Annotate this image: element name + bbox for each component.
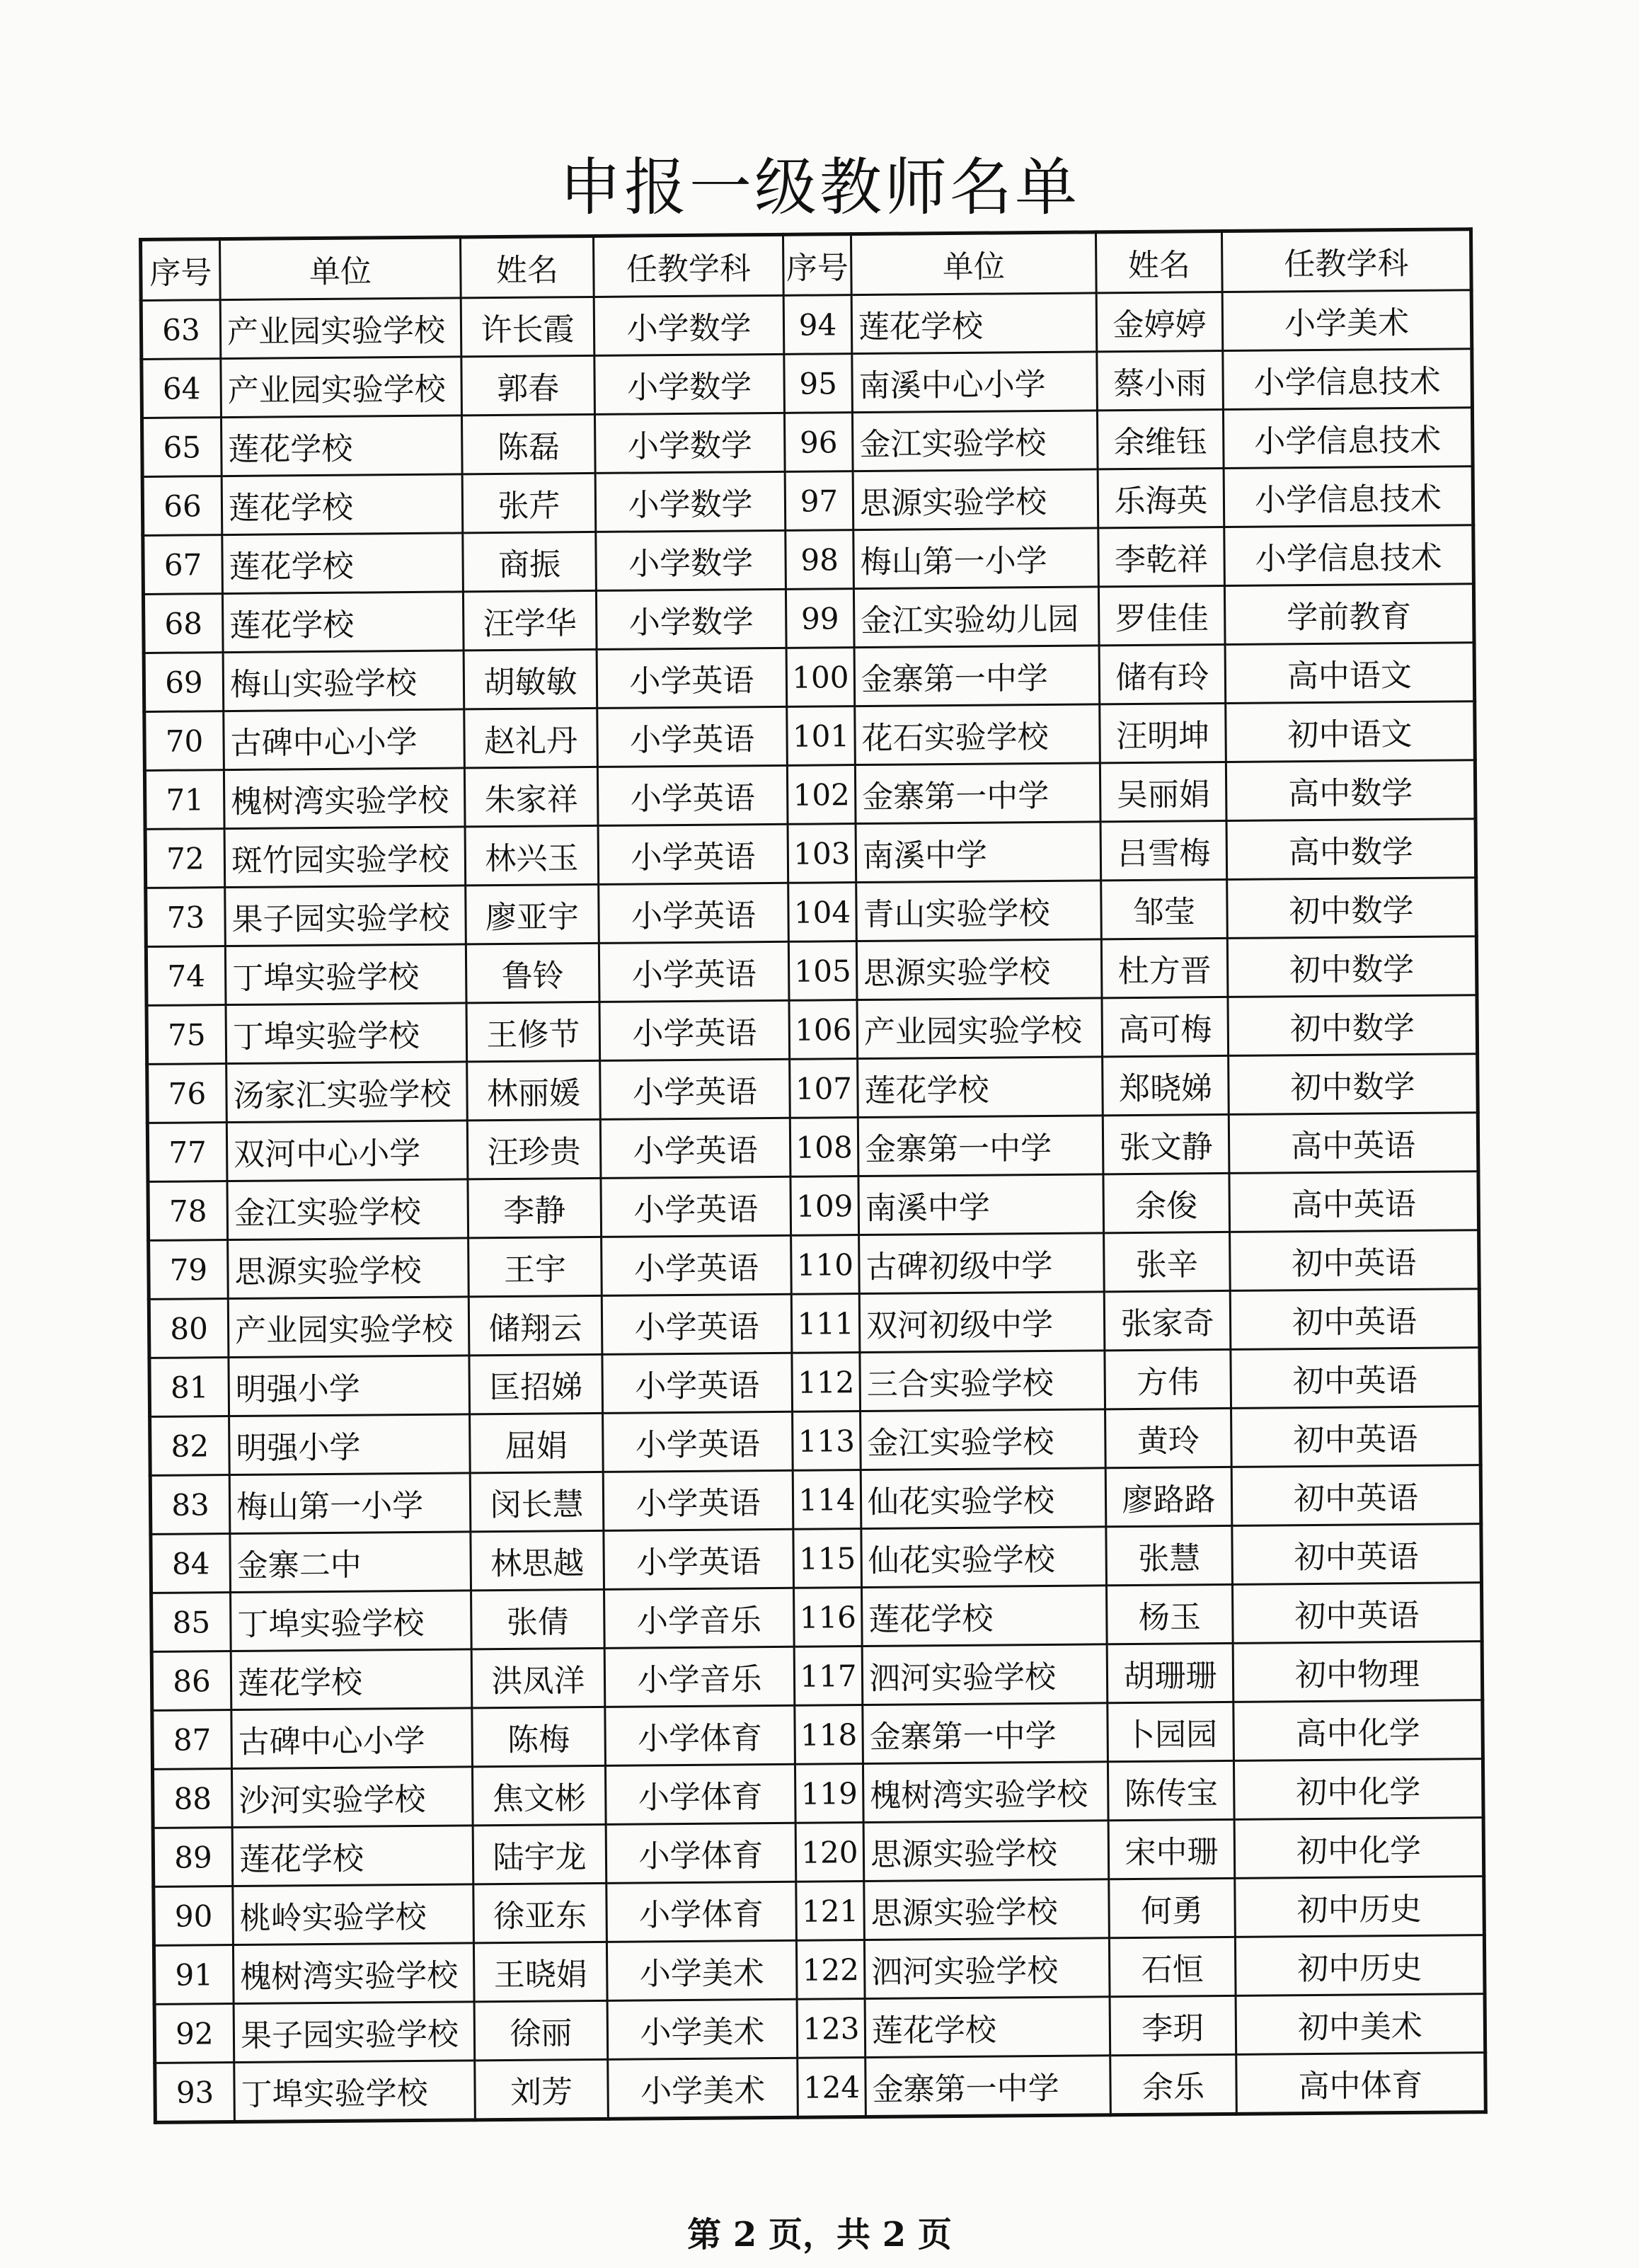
seq-cell: 97 — [785, 471, 853, 531]
unit-cell: 思源实验学校 — [856, 939, 1102, 1000]
table-row — [142, 408, 1473, 477]
unit-cell: 梅山第一小学 — [229, 1473, 471, 1534]
unit-cell: 槐树湾实验学校 — [233, 1943, 474, 2004]
name-cell: 黄玲 — [1105, 1408, 1232, 1467]
table-row — [149, 1230, 1480, 1300]
seq-cell: 107 — [790, 1059, 858, 1118]
name-cell: 廖路路 — [1105, 1467, 1232, 1526]
unit-cell: 莲花学校 — [858, 1057, 1103, 1118]
table-row — [144, 701, 1476, 771]
name-cell: 张芹 — [462, 473, 596, 532]
name-cell: 郑晓娣 — [1103, 1055, 1229, 1115]
name-cell: 卜园园 — [1108, 1702, 1234, 1761]
seq-cell: 64 — [142, 359, 222, 418]
unit-cell: 古碑中心小学 — [231, 1708, 473, 1769]
unit-cell: 产业园实验学校 — [221, 357, 462, 418]
unit-cell: 双河中心小学 — [226, 1121, 468, 1181]
seq-cell: 74 — [146, 946, 226, 1006]
seq-cell: 95 — [784, 354, 853, 413]
unit-cell: 金寨第一中学 — [865, 2056, 1111, 2117]
unit-cell: 槐树湾实验学校 — [224, 768, 465, 829]
unit-cell: 莲花学校 — [222, 533, 464, 594]
name-cell: 蔡小雨 — [1097, 350, 1224, 410]
name-cell: 林思越 — [471, 1530, 604, 1590]
subject-cell: 小学数学 — [596, 589, 786, 649]
subject-cell: 小学信息技术 — [1224, 466, 1473, 527]
seq-cell: 118 — [795, 1705, 863, 1765]
subject-cell: 小学体育 — [606, 1882, 797, 1942]
name-cell: 林丽媛 — [467, 1060, 601, 1120]
seq-cell: 86 — [151, 1651, 231, 1711]
name-cell: 林兴玉 — [465, 825, 599, 885]
unit-cell: 双河初级中学 — [859, 1292, 1105, 1353]
seq-cell: 85 — [151, 1593, 231, 1652]
subject-cell: 初中历史 — [1235, 1877, 1485, 1937]
subject-cell: 初中数学 — [1228, 995, 1478, 1056]
unit-cell: 产业园实验学校 — [220, 298, 461, 359]
subject-cell: 小学美术 — [606, 1940, 797, 2000]
seq-cell: 98 — [786, 530, 854, 590]
unit-cell: 金寨二中 — [230, 1532, 471, 1593]
unit-cell: 斑竹园实验学校 — [224, 827, 466, 888]
name-cell: 杜方晋 — [1101, 938, 1228, 997]
subject-cell: 高中化学 — [1233, 1700, 1483, 1761]
unit-cell: 丁埠实验学校 — [231, 1591, 472, 1651]
seq-cell: 65 — [142, 418, 222, 477]
column-header: 姓名 — [461, 236, 594, 297]
seq-cell: 96 — [784, 413, 853, 472]
name-cell: 胡敏敏 — [464, 649, 597, 709]
subject-cell: 小学英语 — [602, 1235, 792, 1295]
name-cell: 焦文彬 — [472, 1765, 606, 1825]
unit-cell: 古碑中心小学 — [224, 709, 465, 770]
unit-cell: 桃岭实验学校 — [233, 1884, 474, 1945]
table-row — [142, 349, 1473, 418]
subject-cell: 小学英语 — [600, 1059, 790, 1119]
table-row — [149, 1348, 1480, 1417]
subject-cell: 小学英语 — [603, 1411, 793, 1472]
unit-cell: 南溪中心小学 — [852, 352, 1098, 413]
seq-cell: 87 — [152, 1710, 232, 1770]
table-row — [143, 525, 1474, 595]
subject-cell: 小学英语 — [601, 1176, 791, 1237]
unit-cell: 泗河实验学校 — [864, 1938, 1110, 1999]
column-header: 任教学科 — [593, 234, 783, 297]
seq-cell: 119 — [795, 1764, 863, 1823]
table-row — [148, 1172, 1479, 1241]
subject-cell: 小学美术 — [1222, 290, 1472, 351]
name-cell: 石恒 — [1109, 1937, 1236, 1996]
name-cell: 汪明坤 — [1100, 703, 1226, 762]
seq-cell: 66 — [142, 476, 222, 536]
unit-cell: 思源实验学校 — [228, 1238, 469, 1299]
subject-cell: 小学英语 — [602, 1294, 792, 1354]
seq-cell: 72 — [145, 829, 225, 888]
unit-cell: 金江实验幼儿园 — [853, 587, 1099, 648]
seq-cell: 113 — [793, 1411, 861, 1471]
unit-cell: 丁埠实验学校 — [225, 944, 466, 1005]
name-cell: 储翔云 — [468, 1295, 602, 1355]
seq-cell: 101 — [787, 706, 856, 766]
table-row — [151, 1583, 1483, 1652]
name-cell: 张辛 — [1104, 1232, 1231, 1291]
unit-cell: 莲花学校 — [851, 293, 1097, 354]
table-row — [150, 1407, 1481, 1476]
seq-cell: 78 — [148, 1181, 228, 1241]
name-cell: 张倩 — [471, 1589, 605, 1649]
seq-cell: 116 — [794, 1588, 863, 1647]
teacher-table — [139, 227, 1488, 2124]
name-cell: 罗佳佳 — [1098, 585, 1225, 645]
subject-cell: 小学体育 — [605, 1764, 795, 1824]
column-header: 单位 — [851, 232, 1096, 295]
name-cell: 朱家祥 — [464, 767, 598, 826]
unit-cell: 产业园实验学校 — [228, 1297, 469, 1358]
subject-cell: 小学数学 — [596, 530, 786, 590]
subject-cell: 初中英语 — [1232, 1583, 1482, 1644]
seq-cell: 112 — [792, 1353, 861, 1412]
name-cell: 陈磊 — [461, 414, 595, 474]
name-cell: 方伟 — [1105, 1349, 1231, 1409]
subject-cell: 初中物理 — [1233, 1642, 1483, 1702]
unit-cell: 梅山实验学校 — [223, 651, 464, 711]
unit-cell: 莲花学校 — [222, 592, 464, 653]
name-cell: 许长霞 — [461, 297, 594, 356]
name-cell: 杨玉 — [1106, 1584, 1233, 1644]
column-header: 任教学科 — [1221, 229, 1471, 292]
name-cell: 李玥 — [1110, 1995, 1236, 2055]
subject-cell: 初中数学 — [1229, 1054, 1478, 1115]
subject-cell: 小学数学 — [594, 354, 785, 414]
seq-cell: 83 — [150, 1475, 230, 1535]
seq-cell: 82 — [150, 1416, 230, 1476]
unit-cell: 丁埠实验学校 — [234, 2061, 476, 2122]
unit-cell: 丁埠实验学校 — [226, 1003, 467, 1064]
table-row — [146, 878, 1477, 947]
unit-cell: 果子园实验学校 — [234, 2002, 475, 2063]
name-cell: 廖亚宇 — [466, 884, 599, 944]
subject-cell: 小学英语 — [599, 1000, 790, 1060]
seq-cell: 93 — [155, 2063, 235, 2123]
name-cell: 洪凤洋 — [471, 1648, 605, 1707]
unit-cell: 莲花学校 — [862, 1586, 1108, 1646]
table-body — [141, 290, 1485, 2123]
unit-cell: 莲花学校 — [221, 416, 462, 476]
table-row — [154, 1935, 1485, 2005]
subject-cell: 小学体育 — [606, 1823, 796, 1883]
seq-cell: 67 — [143, 535, 223, 595]
column-header: 姓名 — [1095, 231, 1222, 292]
name-cell: 闵长慧 — [470, 1472, 604, 1531]
name-cell: 屈娟 — [470, 1413, 604, 1472]
unit-cell: 汤家汇实验学校 — [226, 1062, 468, 1123]
unit-cell: 金寨第一中学 — [855, 763, 1100, 824]
name-cell: 李乾祥 — [1098, 527, 1225, 586]
name-cell: 郭春 — [461, 355, 595, 415]
seq-cell: 63 — [141, 300, 221, 360]
seq-cell: 109 — [790, 1176, 859, 1236]
subject-cell: 初中化学 — [1233, 1759, 1483, 1820]
table-row — [154, 1877, 1485, 1946]
seq-cell: 75 — [146, 1005, 226, 1065]
seq-cell: 81 — [149, 1358, 229, 1417]
seq-cell: 68 — [143, 594, 223, 653]
column-header: 序号 — [783, 234, 851, 296]
table-row — [141, 290, 1472, 360]
seq-cell: 114 — [793, 1470, 861, 1530]
seq-cell: 124 — [798, 2058, 866, 2118]
unit-cell: 槐树湾实验学校 — [863, 1762, 1108, 1823]
unit-cell: 仙花实验学校 — [861, 1468, 1106, 1529]
name-cell: 张慧 — [1106, 1525, 1233, 1585]
seq-cell: 108 — [790, 1118, 858, 1177]
name-cell: 储有玲 — [1099, 644, 1226, 704]
subject-cell: 小学体育 — [605, 1705, 795, 1765]
unit-cell: 思源实验学校 — [864, 1879, 1110, 1940]
subject-cell: 初中英语 — [1232, 1524, 1482, 1585]
subject-cell: 小学信息技术 — [1223, 349, 1473, 410]
seq-cell: 100 — [786, 648, 855, 707]
unit-cell: 明强小学 — [229, 1414, 471, 1475]
unit-cell: 梅山第一小学 — [853, 528, 1099, 589]
unit-cell: 思源实验学校 — [863, 1821, 1109, 1882]
unit-cell: 莲花学校 — [865, 1997, 1110, 2058]
seq-cell: 77 — [147, 1123, 227, 1182]
table-row — [142, 466, 1473, 536]
subject-cell: 小学英语 — [597, 648, 787, 708]
unit-cell: 莲花学校 — [222, 474, 463, 535]
seq-cell: 99 — [786, 589, 854, 648]
subject-cell: 初中化学 — [1234, 1818, 1484, 1879]
name-cell: 陈梅 — [472, 1707, 606, 1766]
seq-cell: 89 — [153, 1828, 233, 1887]
unit-cell: 金江实验学校 — [852, 411, 1098, 471]
subject-cell: 高中数学 — [1226, 819, 1476, 880]
subject-cell: 小学音乐 — [604, 1646, 795, 1707]
name-cell: 余维钰 — [1097, 409, 1224, 469]
name-cell: 徐丽 — [474, 2000, 608, 2060]
unit-cell: 三合实验学校 — [860, 1351, 1105, 1411]
unit-cell: 南溪中学 — [858, 1174, 1104, 1235]
unit-cell: 明强小学 — [229, 1356, 470, 1416]
seq-cell: 104 — [788, 883, 857, 942]
name-cell: 王宇 — [468, 1237, 602, 1296]
seq-cell: 111 — [791, 1294, 860, 1353]
subject-cell: 小学英语 — [598, 824, 788, 884]
unit-cell: 产业园实验学校 — [857, 998, 1103, 1059]
name-cell: 张文静 — [1103, 1114, 1229, 1174]
name-cell: 赵礼丹 — [464, 708, 598, 767]
subject-cell: 初中英语 — [1231, 1465, 1481, 1526]
subject-cell: 初中语文 — [1226, 701, 1476, 762]
unit-cell: 仙花实验学校 — [861, 1527, 1107, 1588]
table-row — [154, 1994, 1485, 2063]
name-cell: 徐亚东 — [473, 1883, 607, 1942]
subject-cell: 初中美术 — [1236, 1994, 1485, 2055]
table-row — [151, 1524, 1482, 1593]
subject-cell: 小学英语 — [599, 941, 789, 1002]
seq-cell: 94 — [783, 295, 852, 355]
table-row — [152, 1700, 1483, 1770]
seq-cell: 117 — [794, 1646, 863, 1706]
subject-cell: 初中英语 — [1231, 1348, 1480, 1409]
unit-cell: 莲花学校 — [231, 1649, 472, 1710]
seq-cell: 92 — [154, 2004, 234, 2063]
subject-cell: 初中历史 — [1235, 1935, 1485, 1996]
seq-cell: 115 — [793, 1529, 862, 1588]
subject-cell: 小学信息技术 — [1223, 408, 1473, 469]
name-cell: 金婷婷 — [1096, 292, 1223, 351]
subject-cell: 初中英语 — [1230, 1230, 1480, 1291]
page-title: 申报一级教师名单 — [558, 151, 1080, 224]
name-cell: 汪珍贵 — [467, 1119, 601, 1179]
name-cell: 余乐 — [1110, 2054, 1237, 2114]
name-cell: 王修节 — [466, 1002, 600, 1061]
table-header-row — [141, 229, 1472, 301]
subject-cell: 高中英语 — [1229, 1172, 1479, 1232]
seq-cell: 110 — [791, 1235, 860, 1295]
table-row — [146, 937, 1477, 1006]
subject-cell: 初中数学 — [1227, 937, 1477, 997]
column-header: 序号 — [141, 239, 221, 301]
seq-cell: 102 — [787, 765, 856, 825]
name-cell: 刘芳 — [475, 2059, 609, 2119]
subject-cell: 小学数学 — [595, 471, 786, 532]
name-cell: 吴丽娟 — [1100, 762, 1226, 821]
seq-cell: 71 — [144, 770, 224, 830]
name-cell: 余俊 — [1103, 1173, 1230, 1232]
unit-cell: 果子园实验学校 — [225, 886, 466, 946]
subject-cell: 高中数学 — [1226, 760, 1476, 821]
name-cell: 陆宇龙 — [473, 1824, 606, 1884]
subject-cell: 小学音乐 — [604, 1588, 795, 1648]
name-cell: 胡珊珊 — [1107, 1643, 1233, 1702]
subject-cell: 高中语文 — [1225, 643, 1475, 704]
seq-cell: 80 — [149, 1299, 229, 1358]
unit-cell: 青山实验学校 — [856, 881, 1102, 941]
subject-cell: 小学英语 — [597, 765, 788, 825]
unit-cell: 古碑初级中学 — [859, 1233, 1105, 1294]
table-row — [155, 2053, 1486, 2123]
teacher-table-container — [139, 227, 1484, 2124]
subject-cell: 小学数学 — [594, 413, 785, 473]
table-row — [143, 584, 1474, 653]
seq-cell: 88 — [152, 1769, 232, 1828]
table-row — [147, 1113, 1478, 1182]
seq-cell: 91 — [154, 1945, 234, 2005]
subject-cell: 初中英语 — [1231, 1407, 1481, 1467]
seq-cell: 123 — [797, 1999, 865, 2058]
subject-cell: 高中英语 — [1229, 1113, 1478, 1174]
seq-cell: 76 — [147, 1064, 227, 1123]
seq-cell: 90 — [154, 1886, 234, 1946]
table-row — [153, 1818, 1484, 1887]
name-cell: 邹莹 — [1101, 879, 1228, 939]
seq-cell: 69 — [144, 653, 224, 712]
unit-cell: 金江实验学校 — [227, 1179, 468, 1240]
name-cell: 吕雪梅 — [1100, 820, 1227, 880]
name-cell: 高可梅 — [1102, 997, 1229, 1056]
name-cell: 匡招娣 — [469, 1354, 603, 1414]
seq-cell: 120 — [795, 1823, 864, 1882]
unit-cell: 沙河实验学校 — [231, 1767, 473, 1828]
name-cell: 陈传宝 — [1108, 1760, 1234, 1820]
seq-cell: 121 — [796, 1882, 865, 1941]
seq-cell: 103 — [788, 824, 856, 883]
subject-cell: 小学美术 — [607, 1999, 798, 2059]
name-cell: 王晓娟 — [473, 1942, 607, 2001]
subject-cell: 小学英语 — [603, 1470, 793, 1530]
table-row — [149, 1289, 1480, 1358]
subject-cell: 初中数学 — [1227, 878, 1477, 939]
name-cell: 乐海英 — [1098, 468, 1224, 527]
subject-cell: 小学英语 — [604, 1529, 794, 1589]
name-cell: 鲁铃 — [466, 943, 599, 1002]
unit-cell: 思源实验学校 — [853, 469, 1098, 530]
unit-cell: 金寨第一中学 — [858, 1116, 1103, 1176]
name-cell: 张家奇 — [1104, 1290, 1231, 1350]
unit-cell: 金寨第一中学 — [854, 646, 1100, 706]
table-row — [150, 1465, 1481, 1535]
table-row — [152, 1759, 1483, 1828]
unit-cell: 花石实验学校 — [855, 704, 1100, 765]
subject-cell: 小学美术 — [608, 2058, 798, 2119]
name-cell: 何勇 — [1109, 1878, 1236, 1937]
table-row — [144, 643, 1475, 712]
table-row — [146, 995, 1478, 1065]
subject-cell: 小学数学 — [594, 295, 784, 355]
name-cell: 李静 — [468, 1178, 602, 1237]
name-cell: 汪学华 — [463, 590, 597, 650]
subject-cell: 高中体育 — [1236, 2053, 1486, 2114]
seq-cell: 84 — [151, 1534, 231, 1593]
seq-cell: 73 — [146, 888, 226, 947]
table-row — [144, 760, 1476, 830]
table-row — [147, 1054, 1478, 1123]
subject-cell: 小学信息技术 — [1224, 525, 1474, 586]
name-cell: 商振 — [463, 532, 597, 591]
subject-cell: 初中英语 — [1230, 1289, 1480, 1350]
subject-cell: 小学英语 — [602, 1353, 793, 1413]
unit-cell: 南溪中学 — [856, 822, 1101, 883]
subject-cell: 小学英语 — [599, 883, 789, 943]
seq-cell: 106 — [789, 1000, 858, 1060]
name-cell: 宋中珊 — [1108, 1819, 1235, 1879]
subject-cell: 小学英语 — [597, 706, 788, 767]
page-footer: 第 2 页，共 2 页 — [687, 2215, 952, 2255]
subject-cell: 学前教育 — [1224, 584, 1474, 645]
unit-cell: 莲花学校 — [232, 1826, 473, 1886]
seq-cell: 122 — [796, 1940, 865, 2000]
seq-cell: 79 — [149, 1240, 229, 1300]
column-header: 单位 — [220, 237, 461, 300]
seq-cell: 70 — [144, 711, 224, 771]
unit-cell: 泗河实验学校 — [862, 1644, 1108, 1705]
table-row — [151, 1642, 1483, 1711]
unit-cell: 金寨第一中学 — [863, 1703, 1108, 1764]
seq-cell: 105 — [788, 941, 857, 1001]
table-row — [145, 819, 1476, 888]
unit-cell: 金江实验学校 — [861, 1409, 1106, 1470]
subject-cell: 小学英语 — [600, 1118, 790, 1178]
